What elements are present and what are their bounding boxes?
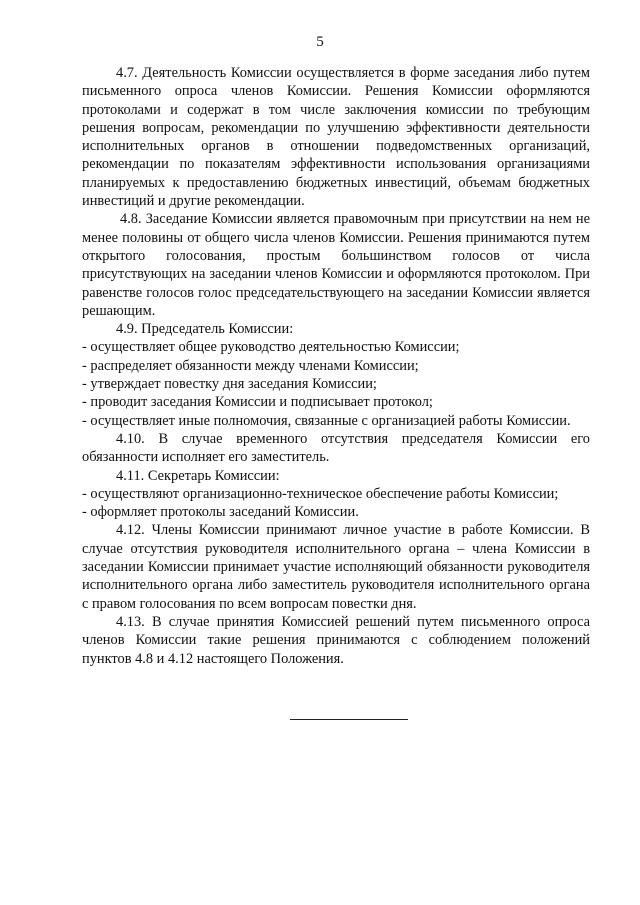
paragraph-4-13: 4.13. В случае принятия Комиссией решений путем письменного опроса членов Комиссии такие решения принимаются с соблюдением положений пунктов 4.8 и 4.12 настоящего Положения. <box>82 613 590 667</box>
closing-separator-line <box>290 719 408 720</box>
list-item-secretary-duty-1: - осуществляют организационно-техническое обеспечение работы Комиссии; <box>82 485 559 502</box>
list-item-chairman-duty-1: - осуществляет общее руководство деятельностью Комиссии; <box>82 339 460 356</box>
paragraph-4-9: 4.9. Председатель Комиссии: <box>116 321 294 338</box>
page-number: 5 <box>316 34 324 50</box>
list-item-chairman-duty-3: - утверждает повестку дня заседания Комиссии; <box>82 376 377 393</box>
document-body <box>82 64 590 668</box>
list-item-chairman-duty-5: - осуществляет иные полномочия, связанные с организацией работы Комиссии. <box>82 412 571 429</box>
paragraph-4-10: 4.10. В случае временного отсутствия председателя Комиссии его обязанности исполняет его заместитель. <box>82 430 590 466</box>
paragraph-4-8: 4.8. Заседание Комиссии является правомочным при присутствии на нем не менее половины от общего числа членов Комиссии. Решения принимаются путем открытого голосования, простым большинством голосов от числа присутствующих на заседании членов Комиссии и оформляются протоколом. При равенстве голосов голос председательствующего на заседании Комиссии является решающим. <box>82 211 590 319</box>
paragraph-4-12: 4.12. Члены Комиссии принимают личное участие в работе Комиссии. В случае отсутствия руководителя исполнительного органа – члена Комиссии в заседании Комиссии принимает участие исполняющий обязанности руководителя исполнительного органа либо заместитель руководителя исполнительного органа с правом голосования по всем вопросам повестки дня. <box>82 522 590 612</box>
list-item-secretary-duty-2: - оформляет протоколы заседаний Комиссии. <box>82 504 359 521</box>
paragraph-4-7: 4.7. Деятельность Комиссии осуществляется в форме заседания либо путем письменного опроса членов Комиссии. Решения Комиссии оформляются протоколами и содержат в том числе заключения комиссии по требующим решения вопросам, рекомендации по улучшению эффективности деятельности исполнительных органов в отношении подведомственных организаций, рекомендации по показателям эффективности использования организациями планируемых к предоставлению бюджетных инвестиций, объемам бюджетных инвестиций и другие рекомендации. <box>82 65 590 210</box>
list-item-chairman-duty-4: - проводит заседания Комиссии и подписывает протокол; <box>82 394 433 411</box>
list-item-chairman-duty-2: - распределяет обязанности между членами Комиссии; <box>82 357 419 374</box>
paragraph-4-11: 4.11. Секретарь Комиссии: <box>116 467 280 484</box>
